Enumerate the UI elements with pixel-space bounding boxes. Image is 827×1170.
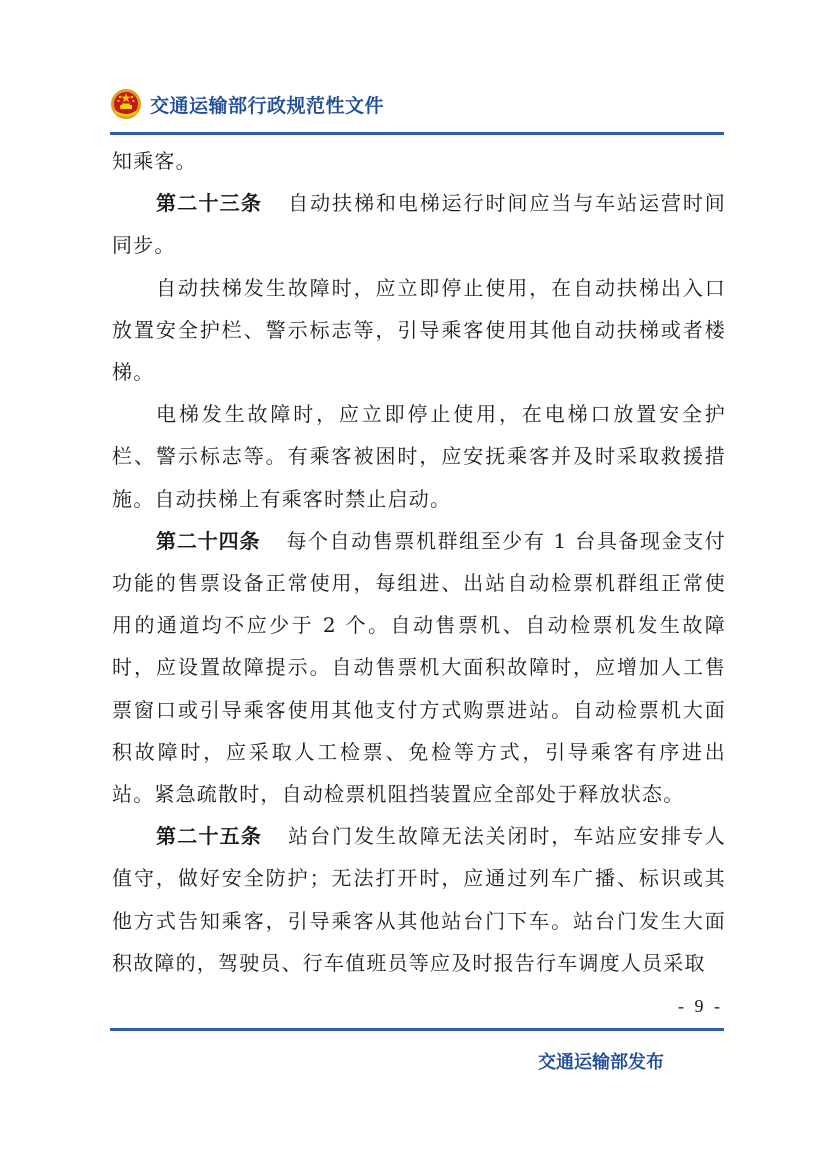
footer-publisher: 交通运输部发布 bbox=[538, 1052, 664, 1073]
paragraph-continuation: 知乘客。 bbox=[112, 149, 197, 173]
article-23-number: 第二十三条 bbox=[156, 191, 263, 216]
article-23 bbox=[112, 182, 726, 266]
national-emblem-icon bbox=[110, 88, 142, 120]
document-header bbox=[110, 88, 724, 132]
article-24-number: 第二十四条 bbox=[156, 528, 261, 553]
elevator-fault-paragraph: 电梯发生故障时，应立即停止使用，在电梯口放置安全护栏、警示标志等。有乘客被困时，应安抚乘客并及时采取救援措施。自动扶梯上有乘客时禁止启动。 bbox=[112, 402, 726, 511]
article-24-text: 每个自动售票机群组至少有 1 台具备现金支付功能的售票设备正常使用，每组进、出站自动检票机群组正常使用的通道均不应少于 2 个。自动售票机、自动检票机发生故障时，应设置故障提示。自动售票机大面积故障时，应增加人工售票窗口或引导乘客使用其他支付方式购票进站。自动检票机大面积故障时，应采取人工检票、免检等方式，引导乘客有序进出站。紧急疏散时，自动检票机阻挡装置应全部处于释放状态。 bbox=[112, 528, 727, 807]
footer-divider bbox=[110, 1028, 724, 1031]
document-body bbox=[112, 140, 726, 984]
article-25-text: 站台门发生故障无法关闭时，车站应安排专人值守，做好安全防护；无法打开时，应通过列车广播、标识或其他方式告知乘客，引导乘客从其他站台门下车。站台门发生大面积故障的，驾驶员、行车值班员等应及时报告行车调度人员采取 bbox=[112, 824, 727, 975]
article-23-text: 自动扶梯和电梯运行时间应当与车站运营时间同步。 bbox=[112, 191, 727, 258]
article-24 bbox=[112, 520, 726, 815]
escalator-fault-paragraph: 自动扶梯发生故障时，应立即停止使用，在自动扶梯出入口放置安全护栏、警示标志等，引导乘客使用其他自动扶梯或者楼梯。 bbox=[112, 275, 726, 385]
header-title: 交通运输部行政规范性文件 bbox=[150, 95, 385, 117]
header-divider bbox=[110, 132, 724, 135]
article-25 bbox=[112, 815, 726, 984]
article-25-number: 第二十五条 bbox=[156, 824, 263, 849]
page-number: - 9 - bbox=[678, 996, 723, 1016]
